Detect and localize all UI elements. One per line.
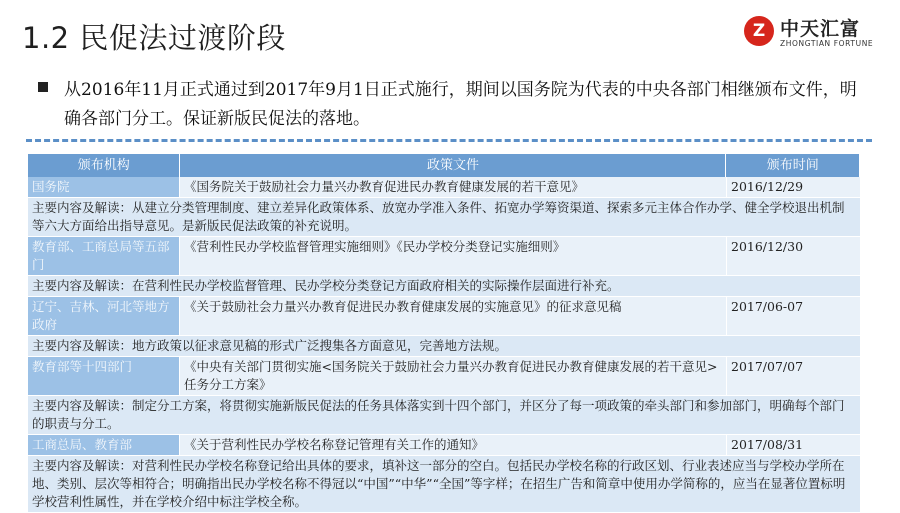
row-date: 2016/12/29 [727,177,860,197]
row-policy: 《国务院关于鼓励社会力量兴办教育促进民办教育健康发展的若干意见》 [180,177,727,197]
intro-text: 从2016年11月正式通过到2017年9月1日正式施行，期间以国务院为代表的中央各部门相继颁布文件，明确各部门分工。保证新版民促法的落地。 [64,80,857,129]
row-policy: 《关于营利性民办学校名称登记管理有关工作的通知》 [180,435,727,455]
row-org: 教育部等十四部门 [28,357,180,395]
row-interpretation: 主要内容及解读：地方政策以征求意见稿的形式广泛搜集各方面意见，完善地方法规。 [28,336,860,357]
row-policy: 《中央有关部门贯彻实施<国务院关于鼓励社会力量兴办教育促进民办教育健康发展的若干意见>任务分工方案》 [180,357,727,395]
header-date: 颁布时间 [726,154,860,177]
square-bullet-icon [38,82,48,92]
table-header-row [28,154,860,177]
page-title: 1.2 民促法过渡阶段 [22,21,286,55]
row-org: 教育部、工商总局等五部门 [28,237,180,275]
row-org: 国务院 [28,177,180,197]
table-row [28,237,860,276]
table-row [28,357,860,396]
row-date: 2017/07/07 [727,357,860,395]
row-interpretation: 主要内容及解读：制定分工方案，将贯彻实施新版民促法的任务具体落实到十四个部门，并区分了每一项政策的牵头部门和参加部门，明确每个部门的职责与分工。 [28,396,860,435]
row-interpretation: 主要内容及解读：对营利性民办学校名称登记给出具体的要求，填补这一部分的空白。包括民办学校名称的行政区划、行业表述应当与学校办学所在地、类别、层次等相符合；明确指出民办学校名称不得冠以“中国”“中华”“全国”等字样；在招生广告和简章中使用办学简称的，应当在显著位置标明学校营利性属性，并在学校介绍中标注学校全称。 [28,456,860,513]
header-org: 颁布机构 [28,154,180,177]
table-row [28,435,860,456]
row-date: 2017/06-07 [727,297,860,335]
table-row [28,297,860,336]
row-policy: 《关于鼓励社会力量兴办教育促进民办教育健康发展的实施意见》的征求意见稿 [180,297,727,335]
logo-name-en: ZHONGTIAN FORTUNE [780,39,874,48]
company-logo [744,14,874,54]
header-policy: 政策文件 [180,154,726,177]
logo-mark-icon: Z [744,16,774,46]
row-date: 2016/12/30 [727,237,860,275]
logo-name-cn: 中天汇富 [780,18,861,40]
row-interpretation: 主要内容及解读：从建立分类管理制度、建立差异化政策体系、放宽办学准入条件、拓宽办学筹资渠道、探索多元主体合作办学、健全学校退出机制等六大方面给出指导意见。是新版民促法政策的补充说明。 [28,198,860,237]
row-org: 工商总局、教育部 [28,435,180,455]
row-interpretation: 主要内容及解读：在营利性民办学校监督管理、民办学校分类登记方面政府相关的实际操作层面进行补充。 [28,276,860,297]
row-date: 2017/08/31 [727,435,860,455]
policy-table [28,154,860,513]
row-policy: 《营利性民办学校监督管理实施细则》《民办学校分类登记实施细则》 [180,237,727,275]
table-row [28,177,860,198]
row-org: 辽宁、吉林、河北等地方政府 [28,297,180,335]
dashed-divider [26,139,872,142]
